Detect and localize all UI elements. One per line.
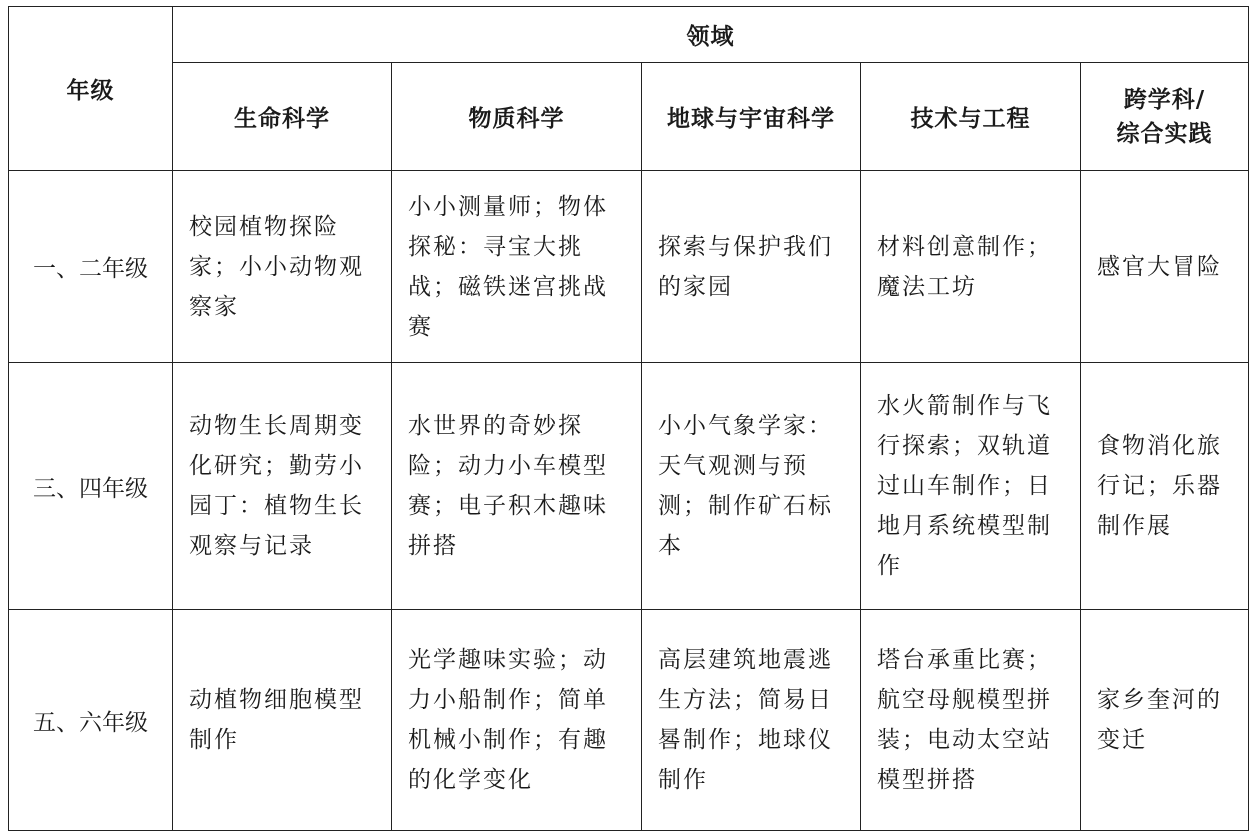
column-header-interdisciplinary-line1: 跨学科/	[1123, 86, 1206, 113]
domain-header: 领域	[173, 7, 1249, 63]
table-cell: 高层建筑地震逃生方法；简易日晷制作；地球仪制作	[642, 610, 861, 831]
column-header-earth-space-science: 地球与宇宙科学	[642, 63, 861, 171]
column-header-life-science: 生命科学	[173, 63, 392, 171]
table-cell: 水火箭制作与飞行探索；双轨道过山车制作；日地月系统模型制作	[861, 363, 1081, 610]
table-cell: 探索与保护我们的家园	[642, 171, 861, 363]
table-row	[9, 610, 1249, 831]
table-cell: 材料创意制作；魔法工坊	[861, 171, 1081, 363]
table-cell: 家乡奎河的变迁	[1081, 610, 1249, 831]
table-cell: 塔台承重比赛；航空母舰模型拼装；电动太空站模型拼搭	[861, 610, 1081, 831]
table-cell: 食物消化旅行记；乐器制作展	[1081, 363, 1249, 610]
curriculum-table-container	[8, 6, 1248, 830]
table-cell: 小小气象学家：天气观测与预测；制作矿石标本	[642, 363, 861, 610]
table-cell: 光学趣味实验；动力小船制作；简单机械小制作；有趣的化学变化	[392, 610, 642, 831]
column-header-interdisciplinary-line2: 综合实践	[1116, 120, 1213, 147]
table-cell: 感官大冒险	[1081, 171, 1249, 363]
column-header-interdisciplinary	[1081, 63, 1249, 171]
column-header-physical-science: 物质科学	[392, 63, 642, 171]
table-row	[9, 171, 1249, 363]
table-cell: 小小测量师；物体探秘：寻宝大挑战；磁铁迷宫挑战赛	[392, 171, 642, 363]
curriculum-table	[8, 6, 1249, 831]
table-cell: 水世界的奇妙探险；动力小车模型赛；电子积木趣味拼搭	[392, 363, 642, 610]
table-cell: 动植物细胞模型制作	[173, 610, 392, 831]
column-header-technology-engineering: 技术与工程	[861, 63, 1081, 171]
table-row	[9, 363, 1249, 610]
header-row-columns	[9, 63, 1249, 171]
grade-cell: 一、二年级	[9, 171, 173, 363]
grade-cell: 三、四年级	[9, 363, 173, 610]
grade-cell: 五、六年级	[9, 610, 173, 831]
grade-header: 年级	[9, 7, 173, 171]
header-row-domain	[9, 7, 1249, 63]
table-cell: 动物生长周期变化研究；勤劳小园丁：植物生长观察与记录	[173, 363, 392, 610]
table-cell: 校园植物探险家；小小动物观察家	[173, 171, 392, 363]
